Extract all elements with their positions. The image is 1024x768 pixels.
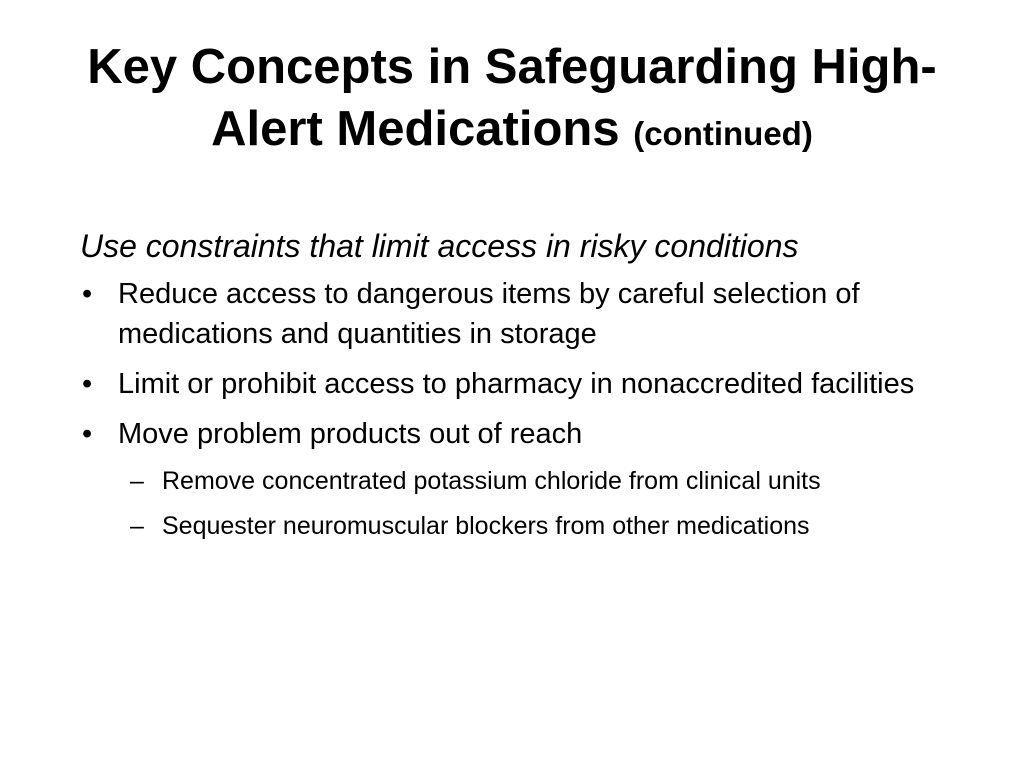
bullet-text: Reduce access to dangerous items by careful selection of medications and quantities in storage: [118, 278, 860, 350]
slide-title-main: Key Concepts in Safeguarding High-Alert Medications: [87, 40, 937, 156]
slide-title-suffix: (continued): [633, 115, 813, 152]
slide-title: [40, 36, 984, 165]
sub-bullet-text: Remove concentrated potassium chloride from clinical units: [162, 467, 821, 495]
bullet-item: [80, 364, 970, 404]
slide-body: [80, 222, 970, 554]
bullet-text: Limit or prohibit access to pharmacy in nonaccredited facilities: [118, 368, 915, 400]
bullet-item: [80, 414, 970, 454]
sub-bullet-text: Sequester neuromuscular blockers from other medications: [162, 512, 810, 540]
sub-bullet-item: [80, 509, 970, 544]
lead-text: Use constraints that limit access in risky conditions: [80, 228, 799, 264]
bullet-marker: •: [82, 278, 93, 310]
sub-bullet-item: [80, 464, 970, 499]
sub-bullet-marker: –: [130, 467, 144, 495]
bullet-item: [80, 274, 970, 354]
sub-bullet-marker: –: [130, 512, 144, 540]
bullet-marker: •: [82, 418, 93, 450]
bullet-text: Move problem products out of reach: [118, 418, 583, 450]
bullet-marker: •: [82, 368, 93, 400]
